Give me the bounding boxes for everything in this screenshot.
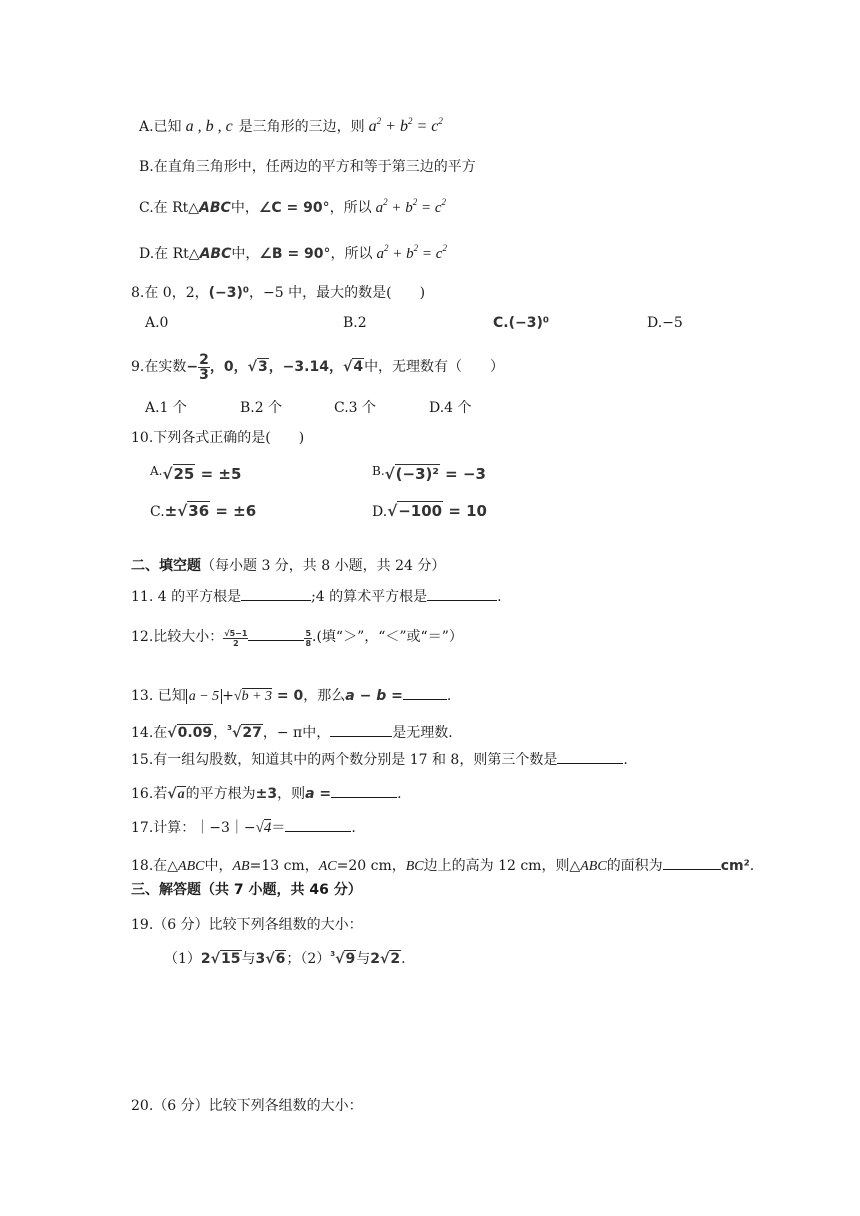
- section-3-heading: 三、解答题（共 7 小题，共 46 分）: [131, 882, 362, 898]
- q19-stem: 19.（6 分）比较下列各组数的大小：: [131, 917, 363, 933]
- q8-option-b: B.2: [343, 315, 367, 331]
- q12-blank[interactable]: [248, 628, 304, 641]
- q9-option-d: D.4 个: [429, 400, 472, 416]
- q11: 11. 4 的平方根是 ;4 的算术平方根是 .: [131, 589, 502, 605]
- q11-blank-2[interactable]: [427, 588, 497, 601]
- q14-blank[interactable]: [330, 724, 392, 737]
- q18-blank[interactable]: [663, 857, 721, 870]
- q9-stem: 9.在实数− $\frac{2}{3}$ ，0，√3，−3.14，√4中，无理数有（ ）: [131, 351, 505, 383]
- q15: 15.有一组勾股数，知道其中的两个数分别是 17 和 8，则第三个数是 .: [131, 752, 628, 768]
- q16: 16.若√a的平方根为±3，则a = .: [131, 786, 402, 802]
- q10-option-c: C.±√36 = ±6: [150, 502, 257, 520]
- q7-option-c: C.在 Rt△ABC中，∠C = 90°，所以 $a^2 + b^2 = c^2$: [139, 197, 447, 216]
- q15-blank[interactable]: [557, 751, 623, 764]
- q8-option-c: C.(−3)⁰: [493, 315, 549, 331]
- q10-stem: 10.下列各式正确的是( ): [131, 430, 305, 446]
- q20-stem: 20.（6 分）比较下列各组数的大小：: [131, 1098, 363, 1114]
- q8-option-d: D.−5: [647, 315, 683, 331]
- q19-parts: （1）2√15与3√6；$(2)^3√9$与2√2.: [164, 950, 406, 967]
- q16-blank[interactable]: [331, 785, 397, 798]
- q9-option-c: C.3 个: [334, 400, 377, 416]
- q17: 17.计算：｜−3｜−√4＝ .: [131, 820, 356, 836]
- q18: 18.在△ABC中，AB=13 cm，AC=20 cm，BC边上的高为 12 cm，则△ABC的面积为 cm².: [131, 858, 755, 874]
- q11-blank-1[interactable]: [241, 588, 311, 601]
- q9-option-a: A.1 个: [145, 400, 187, 416]
- q12: 12.比较大小： $\frac{√5-1}{2}$ $\frac{5}{8}$ .(填“＞”，“＜”或“＝”）: [131, 629, 463, 648]
- q9-option-b: B.2 个: [240, 400, 283, 416]
- section-2-heading: 二、填空题（每小题 3 分，共 8 小题，共 24 分）: [131, 558, 446, 574]
- q7-option-a: A.已知 a , b , c 是三角形的三边，则 $a^2 + b^2 = c^2$: [139, 116, 443, 135]
- q7-option-d: D.在 Rt△ABC中，∠B = 90°，所以 $a^2 + b^2 = c^2$: [139, 243, 447, 262]
- q10-option-a: A.√25 = ±5: [150, 464, 242, 483]
- q10-option-b: B.√(−3)² = −3: [372, 464, 486, 483]
- q13: 13. 已知 a − 5 +√b + 3 = 0，那么a − b = .: [131, 688, 452, 704]
- q8-option-a: A.0: [145, 315, 169, 331]
- q13-blank[interactable]: [403, 687, 447, 700]
- q14: 14.在√0.09，$^3$√27，− π中， 是无理数.: [131, 724, 453, 741]
- q10-option-d: D.√−100 = 10: [372, 502, 487, 520]
- q17-blank[interactable]: [285, 819, 351, 832]
- q8-stem: 8.在 0，2，(−3)⁰，−5 中，最大的数是( ): [131, 285, 426, 301]
- q7-option-b: B.在直角三角形中，任两边的平方和等于第三边的平方: [139, 159, 476, 175]
